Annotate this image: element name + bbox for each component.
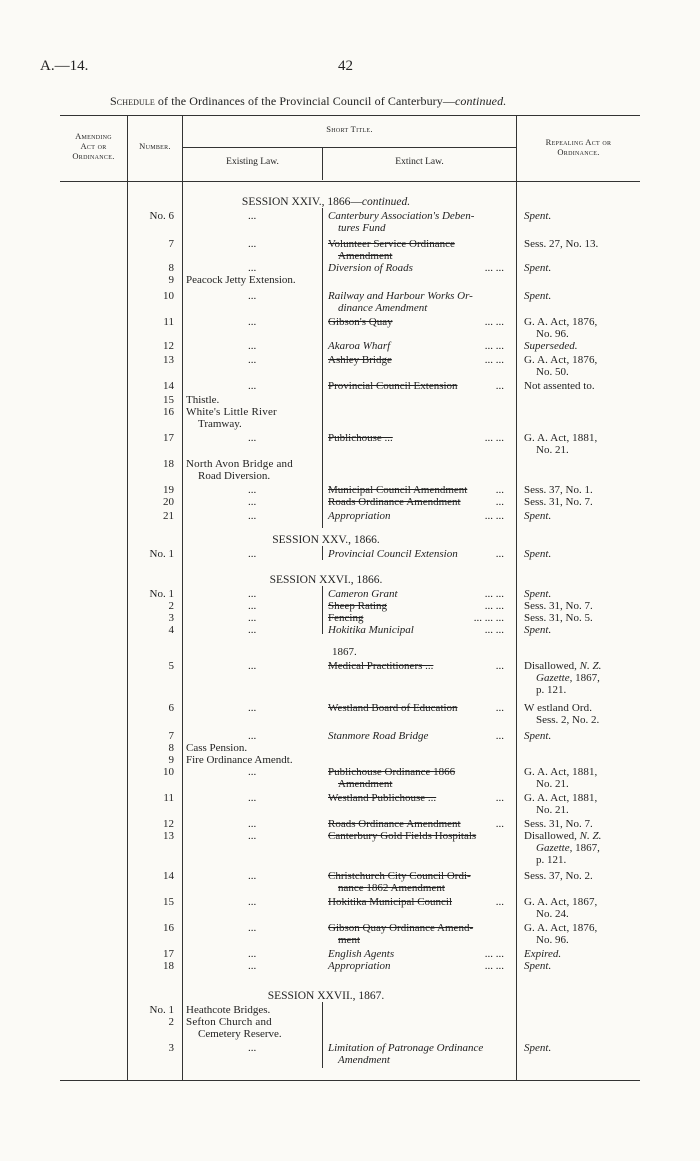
entry-number: 2 bbox=[168, 1016, 174, 1028]
existing-law-blank: ... bbox=[248, 380, 257, 392]
extinct-law-title: Appropriation bbox=[328, 960, 391, 972]
existing-law-blank: ... bbox=[248, 896, 257, 908]
existing-law-blank: ... bbox=[248, 612, 257, 624]
leader-dots: ... ... ... bbox=[473, 612, 504, 624]
existing-law-blank: ... bbox=[248, 238, 257, 250]
existing-law-blank: ... bbox=[248, 354, 257, 366]
extinct-law-title: Provincial Council Extension bbox=[328, 380, 458, 392]
leader-dots: ... bbox=[495, 792, 504, 804]
repealing-act: G. A. Act, 1876, bbox=[524, 354, 598, 366]
leader-dots: ... ... bbox=[484, 600, 504, 612]
session-heading: SESSION XXV., 1866. bbox=[272, 534, 380, 546]
entry-number: 13 bbox=[163, 354, 174, 366]
existing-law-title: Sefton Church and bbox=[186, 1016, 272, 1028]
leader-dots: ... bbox=[495, 660, 504, 672]
existing-law-blank: ... bbox=[248, 600, 257, 612]
existing-extinct-divider bbox=[322, 586, 323, 634]
repealing-act: Spent. bbox=[524, 588, 552, 600]
leader-dots: ... bbox=[495, 702, 504, 714]
entry-number: 16 bbox=[163, 406, 174, 418]
extinct-law-title: Medical Practitioners ... bbox=[328, 660, 434, 672]
existing-law-blank: ... bbox=[248, 870, 257, 882]
header-short-title: Short Title. bbox=[326, 124, 373, 134]
existing-law-blank: ... bbox=[248, 340, 257, 352]
leader-dots: ... ... bbox=[484, 432, 504, 444]
extinct-law-title-cont: ment bbox=[338, 934, 360, 946]
leader-dots: ... bbox=[495, 496, 504, 508]
repealing-act: Sess. 31, No. 5. bbox=[524, 612, 593, 624]
existing-law-blank: ... bbox=[248, 960, 257, 972]
repealing-act: Sess. 31, No. 7. bbox=[524, 818, 593, 830]
existing-law-blank: ... bbox=[248, 510, 257, 522]
extinct-law-title: Sheep Rating bbox=[328, 600, 387, 612]
extinct-law-title: Fencing bbox=[328, 612, 364, 624]
existing-extinct-divider bbox=[322, 1002, 323, 1068]
entry-number: 18 bbox=[163, 458, 174, 470]
leader-dots: ... ... bbox=[484, 316, 504, 328]
leader-dots: ... ... bbox=[484, 948, 504, 960]
entry-number: 4 bbox=[168, 624, 174, 636]
existing-law-blank: ... bbox=[248, 830, 257, 842]
repealing-act: Spent. bbox=[524, 210, 552, 222]
extinct-law-title: Canterbury Association's Deben- bbox=[328, 210, 475, 222]
extinct-law-title: Ashley Bridge bbox=[328, 354, 392, 366]
extinct-law-title: Gibson Quay Ordinance Amend- bbox=[328, 922, 474, 934]
extinct-law-title: Canterbury Gold Fields Hospitals bbox=[328, 830, 477, 842]
entry-number: 11 bbox=[163, 316, 174, 328]
extinct-law-title-cont: Amendment bbox=[338, 1054, 390, 1066]
leader-dots: ... bbox=[495, 484, 504, 496]
existing-law-blank: ... bbox=[248, 792, 257, 804]
caption-middle: of the Ordinances of the Provincial Council of Canterbury— bbox=[154, 94, 455, 108]
leader-dots: ... bbox=[495, 896, 504, 908]
entry-number: 21 bbox=[163, 510, 174, 522]
existing-law-blank: ... bbox=[248, 702, 257, 714]
repealing-act: G. A. Act, 1881, bbox=[524, 432, 598, 444]
entry-number: 7 bbox=[168, 238, 174, 250]
extinct-law-title: Akaroa Wharf bbox=[328, 340, 391, 352]
existing-law-title: Fire Ordinance Amendt. bbox=[186, 754, 293, 766]
leader-dots: ... ... bbox=[484, 340, 504, 352]
entry-number: 12 bbox=[163, 818, 174, 830]
header-amending: Amending Act or Ordinance. bbox=[72, 131, 115, 161]
existing-law-title: White's Little River bbox=[186, 406, 277, 418]
extinct-law-title: Hokitika Municipal Council bbox=[328, 896, 453, 908]
existing-law-blank: ... bbox=[248, 290, 257, 302]
leader-dots: ... ... bbox=[484, 960, 504, 972]
repealing-act-cont: No. 21. bbox=[536, 444, 569, 456]
existing-law-title: Cass Pension. bbox=[186, 742, 248, 754]
repealing-act: G. A. Act, 1867, bbox=[524, 896, 598, 908]
entry-number: 12 bbox=[163, 340, 174, 352]
leader-dots: ... bbox=[495, 548, 504, 560]
repealing-act: Spent. bbox=[524, 290, 552, 302]
header-extinct-law: Extinct Law. bbox=[395, 157, 444, 167]
repealing-act: Sess. 27, No. 13. bbox=[524, 238, 599, 250]
existing-law-blank: ... bbox=[248, 818, 257, 830]
entry-number: No. 1 bbox=[149, 1004, 174, 1016]
page-series: A.—14. bbox=[40, 58, 89, 74]
repealing-act-cont: Gazette, 1867, bbox=[536, 842, 600, 854]
existing-law-blank: ... bbox=[248, 496, 257, 508]
extinct-law-title: Hokitika Municipal bbox=[328, 624, 414, 636]
leader-dots: ... bbox=[495, 380, 504, 392]
entry-number: No. 1 bbox=[149, 588, 174, 600]
entry-number: 15 bbox=[163, 394, 174, 406]
repealing-act-cont: Gazette, 1867, bbox=[536, 672, 600, 684]
repealing-act-cont: No. 96. bbox=[536, 328, 569, 340]
existing-law-blank: ... bbox=[248, 730, 257, 742]
year-subheading: 1867. bbox=[332, 646, 357, 658]
existing-law-blank: ... bbox=[248, 432, 257, 444]
entry-number: 7 bbox=[168, 730, 174, 742]
extinct-law-title: Diversion of Roads bbox=[328, 262, 413, 274]
repealing-act-cont: No. 21. bbox=[536, 778, 569, 790]
entry-number: No. 6 bbox=[149, 210, 174, 222]
repealing-act-cont: p. 121. bbox=[536, 854, 567, 866]
repealing-act: G. A. Act, 1881, bbox=[524, 792, 598, 804]
existing-law-blank: ... bbox=[248, 484, 257, 496]
repealing-act: W estland Ord. bbox=[524, 702, 593, 714]
entry-number: 11 bbox=[163, 792, 174, 804]
entry-number: No. 1 bbox=[149, 548, 174, 560]
leader-dots: ... ... bbox=[484, 354, 504, 366]
repealing-act: Disallowed, N. Z. bbox=[524, 660, 602, 672]
entry-number: 13 bbox=[163, 830, 174, 842]
leader-dots: ... ... bbox=[484, 588, 504, 600]
existing-law-blank: ... bbox=[248, 1042, 257, 1054]
repealing-act: Sess. 37, No. 2. bbox=[524, 870, 593, 882]
leader-dots: ... bbox=[495, 818, 504, 830]
entry-number: 8 bbox=[168, 742, 174, 754]
existing-law-blank: ... bbox=[248, 660, 257, 672]
extinct-law-title: Limitation of Patronage Ordinance bbox=[328, 1042, 484, 1054]
repealing-act-cont: Sess. 2, No. 2. bbox=[536, 714, 600, 726]
extinct-law-title: Appropriation bbox=[328, 510, 391, 522]
extinct-law-title: Roads Ordinance Amendment bbox=[328, 818, 461, 830]
existing-law-blank: ... bbox=[248, 262, 257, 274]
leader-dots: ... ... bbox=[484, 262, 504, 274]
header-repealing: Repealing Act or Ordinance. bbox=[545, 137, 612, 157]
existing-law-title: North Avon Bridge and bbox=[186, 458, 293, 470]
existing-law-blank: ... bbox=[248, 316, 257, 328]
entry-number: 9 bbox=[168, 754, 174, 766]
extinct-law-title-cont: tures Fund bbox=[338, 222, 386, 234]
repealing-act: Spent. bbox=[524, 960, 552, 972]
existing-law-blank: ... bbox=[248, 624, 257, 636]
repealing-act: Spent. bbox=[524, 262, 552, 274]
entry-number: 18 bbox=[163, 960, 174, 972]
page-number: 42 bbox=[338, 58, 353, 74]
entry-number: 9 bbox=[168, 274, 174, 286]
repealing-act: Spent. bbox=[524, 510, 552, 522]
extinct-law-title: Cameron Grant bbox=[328, 588, 398, 600]
extinct-law-title: Westland Publichouse ... bbox=[328, 792, 437, 804]
repealing-act: G. A. Act, 1876, bbox=[524, 922, 598, 934]
repealing-act: Not assented to. bbox=[524, 380, 595, 392]
existing-extinct-divider bbox=[322, 546, 323, 560]
repealing-act: Spent. bbox=[524, 548, 552, 560]
header-number: Number. bbox=[139, 141, 171, 151]
repealing-act-cont: p. 121. bbox=[536, 684, 567, 696]
existing-law-blank: ... bbox=[248, 548, 257, 560]
extinct-law-title: Stanmore Road Bridge bbox=[328, 730, 429, 742]
session-heading: SESSION XXVI., 1866. bbox=[269, 574, 383, 586]
existing-law-title-cont: Tramway. bbox=[198, 418, 242, 430]
leader-dots: ... ... bbox=[484, 510, 504, 522]
header-existing-law: Existing Law. bbox=[226, 157, 279, 167]
repealing-act: Disallowed, N. Z. bbox=[524, 830, 602, 842]
repealing-act-cont: No. 96. bbox=[536, 934, 569, 946]
entry-number: 14 bbox=[163, 380, 174, 392]
extinct-law-title: Christchurch City Council Ordi- bbox=[328, 870, 471, 882]
extinct-law-title: Volunteer Service Ordinance bbox=[328, 238, 455, 250]
existing-law-blank: ... bbox=[248, 922, 257, 934]
session-heading: SESSION XXVII., 1867. bbox=[267, 990, 385, 1002]
entry-number: 3 bbox=[168, 612, 174, 624]
existing-extinct-divider bbox=[322, 208, 323, 528]
extinct-law-title: Provincial Council Extension bbox=[328, 548, 458, 560]
entry-number: 5 bbox=[168, 660, 174, 672]
entry-number: 6 bbox=[168, 702, 174, 714]
extinct-law-title: Municipal Council Amendment bbox=[328, 484, 468, 496]
extinct-law-title: Publichouse Ordinance 1866 bbox=[328, 766, 456, 778]
existing-law-title: Heathcote Bridges. bbox=[186, 1004, 271, 1016]
repealing-act: G. A. Act, 1876, bbox=[524, 316, 598, 328]
entry-number: 17 bbox=[163, 948, 174, 960]
repealing-act: Spent. bbox=[524, 730, 552, 742]
entry-number: 16 bbox=[163, 922, 174, 934]
extinct-law-title: English Agents bbox=[328, 948, 395, 960]
entry-number: 2 bbox=[168, 600, 174, 612]
repealing-act: Spent. bbox=[524, 624, 552, 636]
entry-number: 14 bbox=[163, 870, 174, 882]
session-heading: SESSION XXIV., 1866—continued. bbox=[241, 196, 411, 208]
existing-law-blank: ... bbox=[248, 588, 257, 600]
entry-number: 20 bbox=[163, 496, 174, 508]
repealing-act: Spent. bbox=[524, 1042, 552, 1054]
existing-law-blank: ... bbox=[248, 948, 257, 960]
repealing-act: G. A. Act, 1881, bbox=[524, 766, 598, 778]
repealing-act-cont: No. 24. bbox=[536, 908, 569, 920]
entry-number: 17 bbox=[163, 432, 174, 444]
entry-number: 15 bbox=[163, 896, 174, 908]
caption-lead: Schedule bbox=[110, 94, 155, 108]
extinct-law-title: Westland Board of Education bbox=[328, 702, 458, 714]
entry-number: 19 bbox=[163, 484, 174, 496]
entry-number: 3 bbox=[168, 1042, 174, 1054]
entry-number: 10 bbox=[163, 290, 174, 302]
repealing-act: Superseded. bbox=[524, 340, 578, 352]
repealing-act: Sess. 31, No. 7. bbox=[524, 496, 593, 508]
entry-number: 10 bbox=[163, 766, 174, 778]
repealing-act-cont: No. 21. bbox=[536, 804, 569, 816]
entry-number: 8 bbox=[168, 262, 174, 274]
existing-law-title-cont: Cemetery Reserve. bbox=[198, 1028, 282, 1040]
extinct-law-title: Roads Ordinance Amendment bbox=[328, 496, 461, 508]
leader-dots: ... bbox=[495, 730, 504, 742]
extinct-law-title-cont: dinance Amendment bbox=[338, 302, 428, 314]
extinct-law-title: Railway and Harbour Works Or- bbox=[328, 290, 473, 302]
existing-law-blank: ... bbox=[248, 766, 257, 778]
extinct-law-title: Publichouse ... bbox=[328, 432, 393, 444]
extinct-law-title: Gibson's Quay bbox=[328, 316, 393, 328]
extinct-law-title-cont: Amendment bbox=[338, 250, 393, 262]
repealing-act: Sess. 37, No. 1. bbox=[524, 484, 593, 496]
extinct-law-title-cont: Amendment bbox=[338, 778, 393, 790]
existing-law-title: Thistle. bbox=[186, 394, 220, 406]
leader-dots: ... ... bbox=[484, 624, 504, 636]
existing-law-blank: ... bbox=[248, 210, 257, 222]
extinct-law-title-cont: nance 1862 Amendment bbox=[338, 882, 445, 894]
caption-tail: continued. bbox=[454, 94, 507, 108]
existing-law-title: Peacock Jetty Extension. bbox=[186, 274, 296, 286]
repealing-act: Sess. 31, No. 7. bbox=[524, 600, 593, 612]
repealing-act-cont: No. 50. bbox=[536, 366, 569, 378]
repealing-act: Expired. bbox=[524, 948, 562, 960]
existing-law-title-cont: Road Diversion. bbox=[198, 470, 271, 482]
